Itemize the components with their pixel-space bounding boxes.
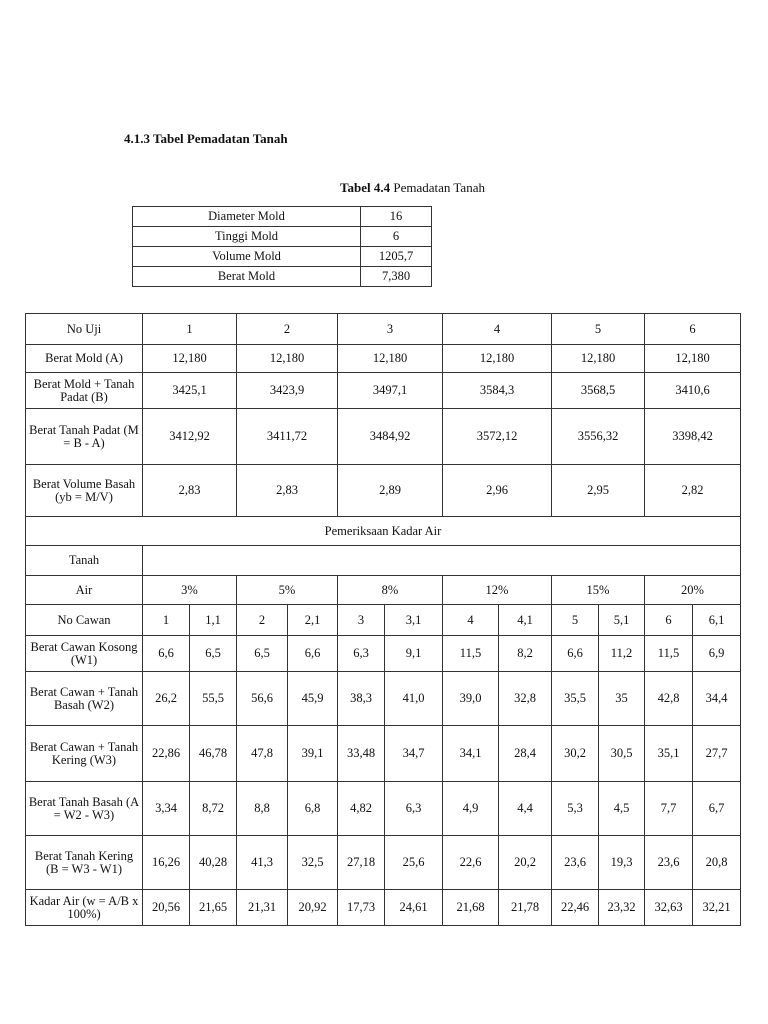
table-cell: 12,180 (552, 345, 645, 373)
table-cell: 56,6 (237, 672, 288, 726)
table-cell: 23,6 (552, 836, 599, 890)
table-cell: 19,3 (599, 836, 645, 890)
table-cell: 3,34 (143, 782, 190, 836)
table-cell: 47,8 (237, 726, 288, 782)
table-cell: 30,2 (552, 726, 599, 782)
table-cell: 41,3 (237, 836, 288, 890)
table-cell: 6,9 (693, 636, 741, 672)
table-cell: 2,96 (443, 465, 552, 517)
table-cell: 3 (338, 314, 443, 345)
table-cell: 20% (645, 576, 741, 605)
table-cell: 2 (237, 314, 338, 345)
row-label: Berat Cawan + Tanah Basah (W2) (26, 672, 143, 726)
row-label: Berat Tanah Basah (A = W2 - W3) (26, 782, 143, 836)
mold-label: Berat Mold (133, 267, 361, 287)
table-cell: 34,7 (385, 726, 443, 782)
table-cell: 2 (237, 605, 288, 636)
table-cell: 5 (552, 314, 645, 345)
table-cell: 23,6 (645, 836, 693, 890)
compaction-table (25, 313, 741, 926)
table-cell: 20,2 (499, 836, 552, 890)
table-cell: 2,83 (143, 465, 237, 517)
table-cell: 2,95 (552, 465, 645, 517)
table-cell: 41,0 (385, 672, 443, 726)
table-cell: 22,46 (552, 890, 599, 926)
table-cell: 3410,6 (645, 373, 741, 409)
mold-label: Diameter Mold (133, 207, 361, 227)
row-label: Berat Mold + Tanah Padat (B) (26, 373, 143, 409)
table-cell: 38,3 (338, 672, 385, 726)
table-cell: 33,48 (338, 726, 385, 782)
table-cell: 17,73 (338, 890, 385, 926)
mold-row (133, 227, 432, 247)
row-label: Air (26, 576, 143, 605)
table-cell: 12,180 (143, 345, 237, 373)
table-cell: 2,1 (288, 605, 338, 636)
table-cell: 3 (338, 605, 385, 636)
table-cell: 12,180 (443, 345, 552, 373)
table-cell: 6,5 (237, 636, 288, 672)
section-title: Pemeriksaan Kadar Air (26, 517, 741, 546)
table-cell: 7,7 (645, 782, 693, 836)
table-cell: 28,4 (499, 726, 552, 782)
table-cell: 1,1 (190, 605, 237, 636)
table-cell: 8% (338, 576, 443, 605)
mold-table (132, 206, 432, 287)
table-cell: 45,9 (288, 672, 338, 726)
caption-title: Pemadatan Tanah (390, 180, 485, 195)
row-label: Berat Tanah Padat (M = B - A) (26, 409, 143, 465)
table-cell: 3398,42 (645, 409, 741, 465)
table-row (26, 836, 741, 890)
table-cell: 27,7 (693, 726, 741, 782)
row-label: No Uji (26, 314, 143, 345)
table-cell: 39,0 (443, 672, 499, 726)
table-cell: 2,82 (645, 465, 741, 517)
table-caption (340, 180, 485, 196)
row-label: Kadar Air (w = A/B x 100%) (26, 890, 143, 926)
table-cell: 35,1 (645, 726, 693, 782)
table-cell: 26,2 (143, 672, 190, 726)
table-cell: 24,61 (385, 890, 443, 926)
table-cell: 55,5 (190, 672, 237, 726)
table-cell: 32,63 (645, 890, 693, 926)
table-cell: 6,7 (693, 782, 741, 836)
table-cell: 35,5 (552, 672, 599, 726)
table-cell: 39,1 (288, 726, 338, 782)
table-cell: 32,8 (499, 672, 552, 726)
table-cell: 3423,9 (237, 373, 338, 409)
row-label: Berat Cawan Kosong (W1) (26, 636, 143, 672)
table-cell: 3411,72 (237, 409, 338, 465)
row-label: Berat Cawan + Tanah Kering (W3) (26, 726, 143, 782)
table-row (26, 782, 741, 836)
table-cell: 4,1 (499, 605, 552, 636)
table-cell: 9,1 (385, 636, 443, 672)
section-row (26, 517, 741, 546)
mold-value: 16 (361, 207, 432, 227)
table-cell: 4,82 (338, 782, 385, 836)
table-cell: 4 (443, 314, 552, 345)
table-cell: 3425,1 (143, 373, 237, 409)
table-cell: 12,180 (338, 345, 443, 373)
table-cell: 11,5 (645, 636, 693, 672)
table-cell: 27,18 (338, 836, 385, 890)
table-cell: 23,32 (599, 890, 645, 926)
table-row (26, 546, 741, 576)
table-cell: 6,6 (552, 636, 599, 672)
table-cell: 34,4 (693, 672, 741, 726)
row-label: Tanah (26, 546, 143, 576)
row-label: Berat Tanah Kering (B = W3 - W1) (26, 836, 143, 890)
table-cell: 1 (143, 314, 237, 345)
table-cell: 1 (143, 605, 190, 636)
table-row (26, 636, 741, 672)
table-cell: 22,86 (143, 726, 190, 782)
table-cell: 3484,92 (338, 409, 443, 465)
table-cell: 3584,3 (443, 373, 552, 409)
table-cell: 40,28 (190, 836, 237, 890)
table-cell: 21,68 (443, 890, 499, 926)
table-cell: 20,92 (288, 890, 338, 926)
table-cell: 5,1 (599, 605, 645, 636)
caption-number: Tabel 4.4 (340, 180, 391, 195)
mold-value: 6 (361, 227, 432, 247)
table-cell: 4,5 (599, 782, 645, 836)
table-cell: 11,2 (599, 636, 645, 672)
mold-value: 1205,7 (361, 247, 432, 267)
table-cell: 5 (552, 605, 599, 636)
table-row (26, 345, 741, 373)
section-heading: 4.1.3 Tabel Pemadatan Tanah (124, 131, 288, 146)
table-row (26, 409, 741, 465)
table-cell: 35 (599, 672, 645, 726)
table-cell: 8,2 (499, 636, 552, 672)
table-cell: 34,1 (443, 726, 499, 782)
table-cell: 6,3 (385, 782, 443, 836)
table-row (26, 373, 741, 409)
mold-row (133, 207, 432, 227)
table-row (26, 605, 741, 636)
table-cell: 3497,1 (338, 373, 443, 409)
table-cell: 20,56 (143, 890, 190, 926)
table-cell: 3556,32 (552, 409, 645, 465)
table-row (26, 576, 741, 605)
table-cell: 6,1 (693, 605, 741, 636)
table-cell: 3568,5 (552, 373, 645, 409)
mold-label: Volume Mold (133, 247, 361, 267)
table-cell: 30,5 (599, 726, 645, 782)
table-cell: 6 (645, 314, 741, 345)
table-row (26, 314, 741, 345)
table-cell: 6,8 (288, 782, 338, 836)
mold-value: 7,380 (361, 267, 432, 287)
mold-label: Tinggi Mold (133, 227, 361, 247)
table-cell: 5% (237, 576, 338, 605)
table-cell: 21,78 (499, 890, 552, 926)
table-cell: 22,6 (443, 836, 499, 890)
table-cell: 3412,92 (143, 409, 237, 465)
table-cell: 42,8 (645, 672, 693, 726)
mold-row (133, 267, 432, 287)
row-label: Berat Mold (A) (26, 345, 143, 373)
table-cell: 32,21 (693, 890, 741, 926)
table-cell: 8,8 (237, 782, 288, 836)
table-cell: 25,6 (385, 836, 443, 890)
table-cell: 6,5 (190, 636, 237, 672)
table-cell: 11,5 (443, 636, 499, 672)
table-cell: 2,89 (338, 465, 443, 517)
table-cell: 4,4 (499, 782, 552, 836)
table-cell: 6,6 (143, 636, 190, 672)
table-cell: 6,6 (288, 636, 338, 672)
table-cell: 12,180 (237, 345, 338, 373)
table-row (26, 726, 741, 782)
mold-row (133, 247, 432, 267)
table-row (26, 672, 741, 726)
table-cell: 6 (645, 605, 693, 636)
table-cell: 3572,12 (443, 409, 552, 465)
table-cell: 21,65 (190, 890, 237, 926)
table-cell: 12,180 (645, 345, 741, 373)
table-cell: 16,26 (143, 836, 190, 890)
table-cell: 46,78 (190, 726, 237, 782)
table-cell: 15% (552, 576, 645, 605)
table-cell: 20,8 (693, 836, 741, 890)
row-label: No Cawan (26, 605, 143, 636)
table-cell: 12% (443, 576, 552, 605)
empty-cell (143, 546, 741, 576)
table-cell: 6,3 (338, 636, 385, 672)
table-row (26, 890, 741, 926)
table-cell: 2,83 (237, 465, 338, 517)
table-cell: 5,3 (552, 782, 599, 836)
table-cell: 32,5 (288, 836, 338, 890)
table-cell: 3,1 (385, 605, 443, 636)
table-row (26, 465, 741, 517)
row-label: Berat Volume Basah (yb = M/V) (26, 465, 143, 517)
table-cell: 4,9 (443, 782, 499, 836)
table-cell: 8,72 (190, 782, 237, 836)
table-cell: 21,31 (237, 890, 288, 926)
table-cell: 3% (143, 576, 237, 605)
table-cell: 4 (443, 605, 499, 636)
